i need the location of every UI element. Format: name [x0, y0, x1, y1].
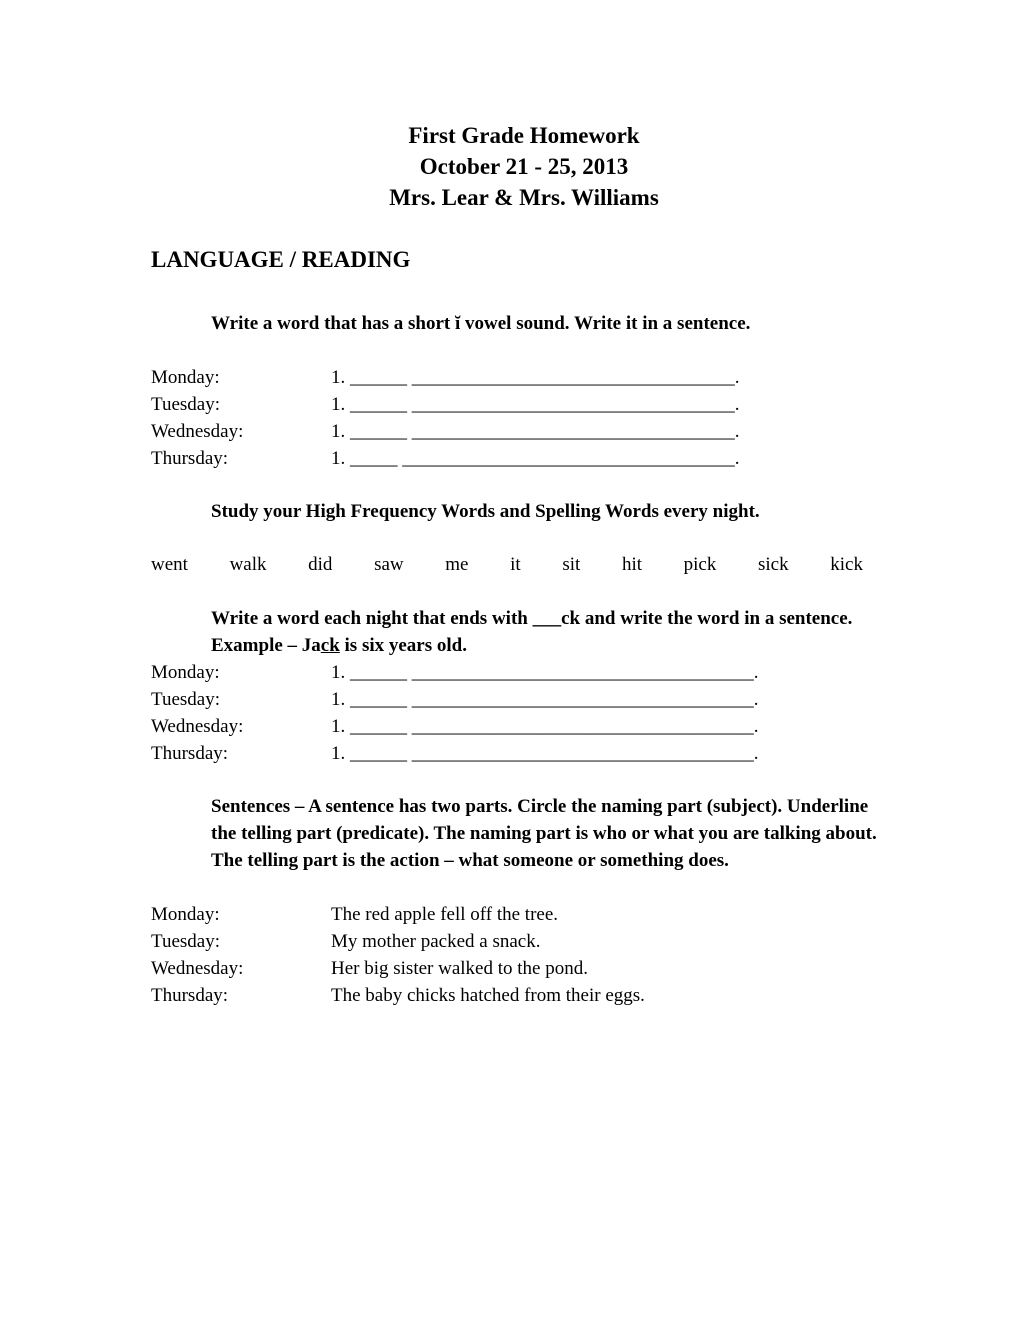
ck-underlined: ck	[320, 635, 340, 656]
word-item: went	[151, 554, 188, 575]
day-label: Monday:	[151, 367, 220, 388]
study-instruction: Study your High Frequency Words and Spelling Words every night.	[211, 501, 760, 522]
word-item: sick	[758, 554, 789, 575]
teacher-names: Mrs. Lear & Mrs. Williams	[389, 185, 659, 210]
answer-blank: 1. ______ ____________________________________.	[331, 716, 759, 737]
answer-blank: 1. ______ __________________________________.	[331, 394, 740, 415]
practice-sentence: My mother packed a snack.	[331, 931, 541, 952]
answer-blank: 1. ______ ____________________________________.	[331, 689, 759, 710]
answer-blank: 1. _____ ___________________________________.	[331, 448, 740, 469]
word-item: walk	[229, 554, 267, 575]
word-list	[151, 551, 863, 578]
day-label: Thursday:	[151, 743, 229, 764]
answer-blank: 1. ______ ____________________________________.	[331, 743, 759, 764]
answer-blank: 1. ______ __________________________________.	[331, 367, 740, 388]
day-label: Tuesday:	[151, 394, 220, 415]
practice-sentence: The red apple fell off the tree.	[331, 904, 559, 925]
answer-blank: 1. ______ ____________________________________.	[331, 662, 759, 683]
section-heading: LANGUAGE / READING	[151, 247, 411, 272]
ck-instruction-text: Write a word each night that ends with ___ck and write the word in a sentence. Example – Ja	[211, 608, 853, 656]
word-item: hit	[621, 554, 642, 575]
day-label: Monday:	[151, 662, 220, 683]
word-item: pick	[683, 554, 717, 575]
day-label: Wednesday:	[151, 958, 244, 979]
word-item: it	[510, 554, 521, 575]
day-label: Thursday:	[151, 448, 229, 469]
ck-instruction-end: is six years old.	[339, 635, 467, 656]
word-item: kick	[830, 554, 863, 575]
sentence-row	[151, 982, 645, 1090]
word-item: did	[308, 554, 333, 575]
day-label: Wednesday:	[151, 421, 244, 442]
word-item: sit	[562, 554, 581, 575]
day-label: Thursday:	[151, 985, 229, 1006]
word-item: saw	[374, 554, 404, 575]
sentences-instruction: Sentences – A sentence has two parts. Circle the naming part (subject). Underline the telling part (predicate). The naming part is who or what you are talking about. The telling part is the action – what someone or something does.	[211, 796, 877, 871]
title-block	[0, 120, 1020, 213]
day-label: Monday:	[151, 904, 220, 925]
practice-sentence: Her big sister walked to the pond.	[331, 958, 588, 979]
day-label: Tuesday:	[151, 689, 220, 710]
date-range: October 21 - 25, 2013	[419, 154, 629, 179]
answer-blank: 1. ______ __________________________________.	[331, 421, 740, 442]
page-title: First Grade Homework	[408, 123, 640, 148]
practice-sentence: The baby chicks hatched from their eggs.	[331, 985, 645, 1006]
short-i-instruction: Write a word that has a short ĭ vowel sound. Write it in a sentence.	[211, 313, 751, 334]
ck-instruction	[211, 605, 891, 659]
word-item: me	[445, 554, 469, 575]
day-label: Tuesday:	[151, 931, 220, 952]
day-label: Wednesday:	[151, 716, 244, 737]
